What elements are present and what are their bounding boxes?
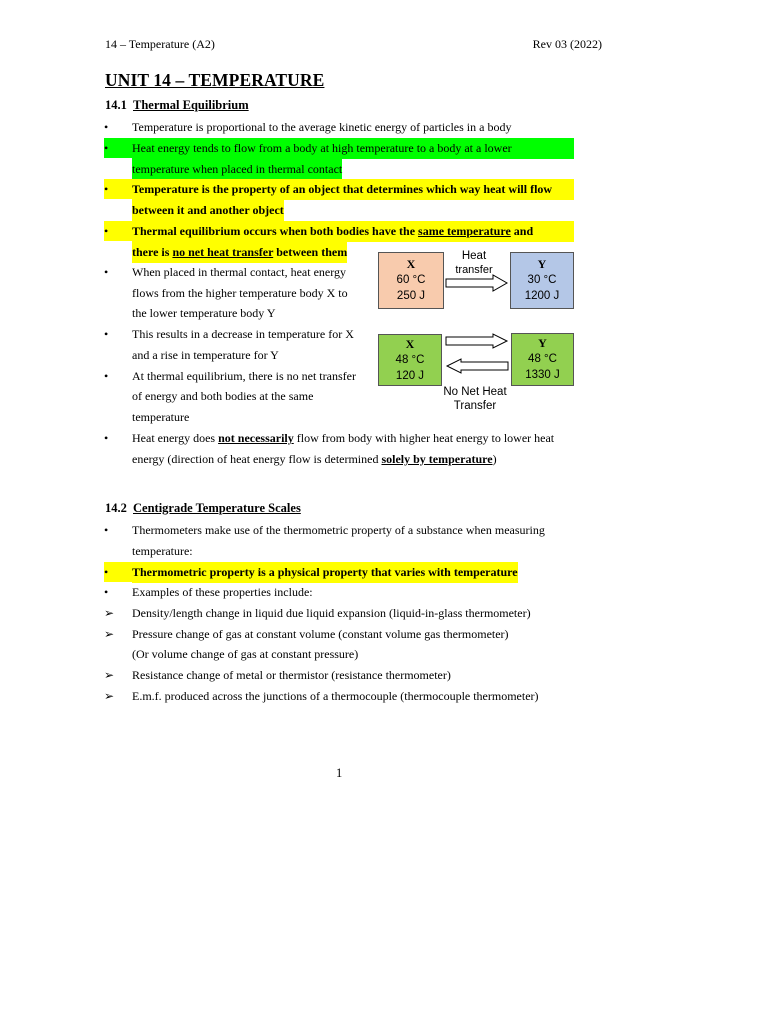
text-run: flow from body with higher heat energy to lower heat (293, 431, 555, 445)
arrow-bullet-icon: ➢ (104, 627, 115, 641)
body-x-equilibrium (378, 334, 442, 386)
body-temperature: 30 °C (527, 274, 557, 286)
caption-line: No Net Heat (443, 386, 507, 398)
text-run-bold-underlined: solely by temperature (381, 452, 493, 466)
body-temperature: 48 °C (395, 354, 425, 366)
text-run-bold-underlined: not necessarily (218, 431, 294, 445)
body-label: Y (538, 336, 547, 350)
section-number: 14.2 (105, 501, 127, 515)
text-run: Heat energy does (132, 431, 219, 445)
bullet-marker: • (104, 221, 132, 241)
bullet-marker: • (104, 369, 109, 383)
bullet-marker: • (104, 265, 109, 279)
body-y-equilibrium (511, 333, 574, 386)
body-temperature: 48 °C (528, 353, 557, 365)
section-name: Thermal Equilibrium (133, 98, 249, 112)
heat-transfer-caption (443, 249, 505, 277)
bullet-text: Temperature is proportional to the average kinetic energy of particles in a body (132, 120, 512, 134)
bullet-marker: • (104, 179, 132, 199)
body-x-before (378, 252, 444, 309)
example-text: Pressure change of gas at constant volume (constant volume gas thermometer) (132, 627, 509, 641)
text-run-underlined: same temperature (418, 224, 511, 238)
text-run: between them (273, 245, 348, 259)
bullet-text-line (132, 428, 574, 449)
arrow-bullet-icon: ➢ (104, 689, 115, 703)
body-label: Y (537, 257, 547, 271)
section-heading-14-1 (105, 98, 249, 113)
bullet-text-line (132, 449, 497, 470)
text-run: Thermal equilibrium occurs when both bodies have the (132, 224, 419, 238)
bullet-text: Thermometric property is a physical property that varies with temperature (132, 562, 518, 583)
example-text: (Or volume change of gas at constant pressure) (132, 647, 359, 661)
arrow-bullet-icon: ➢ (104, 668, 115, 682)
caption-line: Transfer (453, 400, 497, 412)
bullet-text-line: Heat energy tends to flow from a body at high temperature to a body at a lower (132, 138, 574, 159)
bullet-text-line: the lower temperature body Y (132, 306, 276, 320)
right-arrow-icon (445, 274, 509, 292)
section-name: Centigrade Temperature Scales (133, 501, 301, 515)
bullet-text-line (132, 221, 574, 242)
text-run: and (510, 224, 534, 238)
example-text: Resistance change of metal or thermistor (resistance thermometer) (132, 668, 451, 682)
bullet-text-line: of energy and both bodies at the same (132, 389, 314, 403)
bullet-marker: • (104, 562, 132, 582)
bullet-text: Examples of these properties include: (132, 585, 313, 599)
bullet-text-line: temperature when placed in thermal contact (132, 159, 342, 180)
example-text: E.m.f. produced across the junctions of a thermocouple (thermocouple thermometer) (132, 689, 539, 703)
bullet-text-line (132, 242, 347, 263)
page-number: 1 (336, 766, 343, 780)
text-run: energy (direction of heat energy flow is determined (132, 452, 382, 466)
bullet-text-line: When placed in thermal contact, heat energy (132, 265, 347, 279)
example-text: Density/length change in liquid due liquid expansion (liquid-in-glass thermometer) (132, 606, 531, 620)
caption-line: transfer (455, 264, 493, 276)
right-arrow-icon (445, 333, 509, 349)
section-heading-14-2 (105, 501, 301, 516)
caption-line: Heat (461, 250, 487, 262)
body-label: X (405, 337, 415, 351)
arrow-bullet-icon: ➢ (104, 606, 115, 620)
bullet-marker: • (104, 585, 109, 599)
bullet-text-line: between it and another object (132, 200, 284, 221)
bullet-marker: • (104, 327, 109, 341)
text-run-underlined: no net heat transfer (172, 245, 274, 259)
bullet-text-line: and a rise in temperature for Y (132, 348, 279, 362)
bullet-text-line: At thermal equilibrium, there is no net transfer (132, 369, 356, 383)
section-number: 14.1 (105, 98, 127, 112)
body-energy: 1200 J (524, 290, 560, 302)
bullet-text-line: flows from the higher temperature body X to (132, 286, 348, 300)
bullet-text-line: This results in a decrease in temperature for X (132, 327, 354, 341)
text-run: there is (132, 245, 173, 259)
bullet-text-line: temperature (132, 410, 190, 424)
bullet-text-line: temperature: (132, 544, 193, 558)
body-energy: 1330 J (525, 369, 560, 381)
no-net-transfer-caption (437, 385, 513, 413)
left-arrow-icon (445, 358, 509, 374)
body-energy: 250 J (396, 290, 426, 302)
bullet-marker: • (104, 120, 109, 134)
header-right: Rev 03 (2022) (532, 37, 602, 51)
bullet-text-line: Temperature is the property of an object that determines which way heat will flow (132, 179, 574, 200)
body-temperature: 60 °C (396, 274, 426, 286)
bullet-marker: • (104, 523, 109, 537)
text-run: ) (492, 452, 497, 466)
body-label: X (406, 257, 416, 271)
header-left: 14 – Temperature (A2) (105, 37, 215, 51)
bullet-marker: • (104, 138, 132, 158)
bullet-marker: • (104, 431, 109, 445)
page-title: UNIT 14 – TEMPERATURE (105, 70, 325, 90)
bullet-text-line: Thermometers make use of the thermometric property of a substance when measuring (132, 523, 545, 537)
body-y-before (510, 252, 574, 309)
body-energy: 120 J (395, 370, 425, 382)
